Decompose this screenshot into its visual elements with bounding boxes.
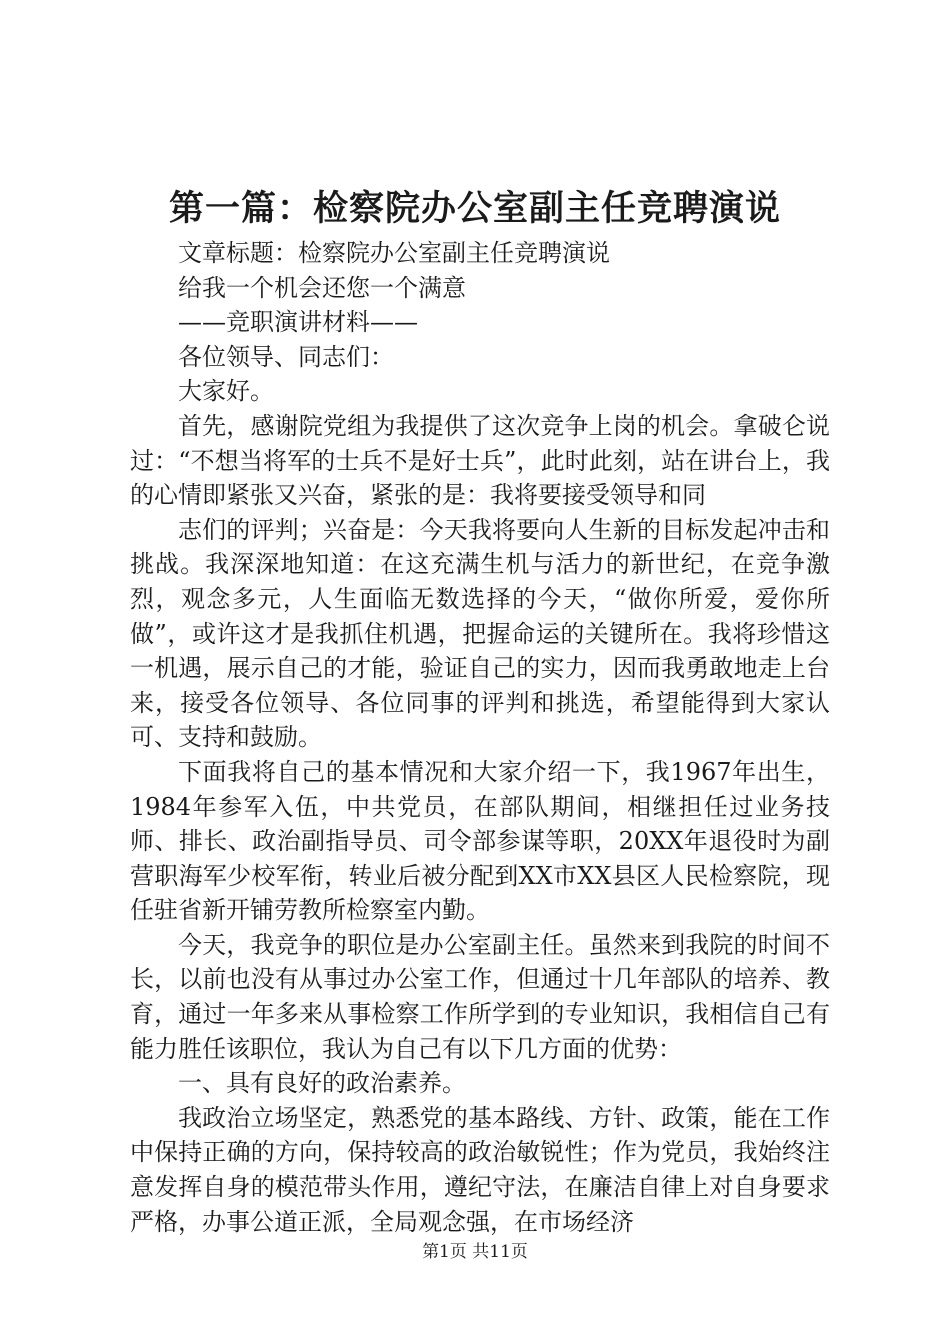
- page-footer: 第1页 共11页: [422, 1242, 528, 1262]
- document-title: 第一篇：检察院办公室副主任竞聘演说: [168, 188, 781, 229]
- document-body: [130, 236, 830, 1239]
- paragraph-challenge: 志们的评判；兴奋是：今天我将要向人生新的目标发起冲击和挑战。我深深地知道：在这充满生机与活力的新世纪，在竞争激烈，观念多元，人生面临无数选择的今天，“做你所爱，爱你所做”，或许这才是我抓住机遇，把握命运的关键所在。我将珍惜这一机遇，展示自己的才能，验证自己的实力，因而我勇敢地走上台来，接受各位领导、各位同事的评判和挑选，希望能得到大家认可、支持和鼓励。: [130, 515, 830, 752]
- paragraph-greeting: 大家好。: [178, 377, 274, 406]
- paragraph-position: 今天，我竞争的职位是办公室副主任。虽然来到我院的时间不长，以前也没有从事过办公室工作，但通过十几年部队的培养、教育，通过一年多来从事检察工作所学到的专业知识，我相信自己有能力胜任该职位，我认为自己有以下几方面的优势：: [130, 930, 830, 1063]
- paragraph-salutation: 各位领导、同志们：: [178, 342, 394, 371]
- paragraph-heading-one: 一、具有良好的政治素养。: [178, 1069, 466, 1098]
- paragraph-thanks: 首先，感谢院党组为我提供了这次竞争上岗的机会。拿破仑说过：“不想当将军的士兵不是好士兵”，此时此刻，站在讲台上，我的心情即紧张又兴奋，紧张的是：我将要接受领导和同: [130, 411, 830, 510]
- paragraph-article-title: 文章标题：检察院办公室副主任竞聘演说: [178, 239, 610, 267]
- paragraph-political: 我政治立场坚定，熟悉党的基本路线、方针、政策，能在工作中保持正确的方向，保持较高的政治敏锐性；作为党员，我始终注意发挥自身的模范带头作用，遵纪守法，在廉洁自律上对自身要求严格，办事公道正派，全局观念强，在市场经济: [130, 1103, 830, 1236]
- paragraph-background: 下面我将自己的基本情况和大家介绍一下，我1967年出生，1984年参军入伍，中共党员，在部队期间，相继担任过业务技师、排长、政治副指导员、司令部参谋等职，20XX年退役时为副营职海军少校军衔，转业后被分配到XX市XX县区人民检察院，现任驻省新开铺劳教所检察室内勤。: [130, 757, 830, 925]
- paragraph-subtitle: 给我一个机会还您一个满意: [178, 273, 466, 302]
- paragraph-material-label: ——竞职演讲材料——: [178, 308, 418, 337]
